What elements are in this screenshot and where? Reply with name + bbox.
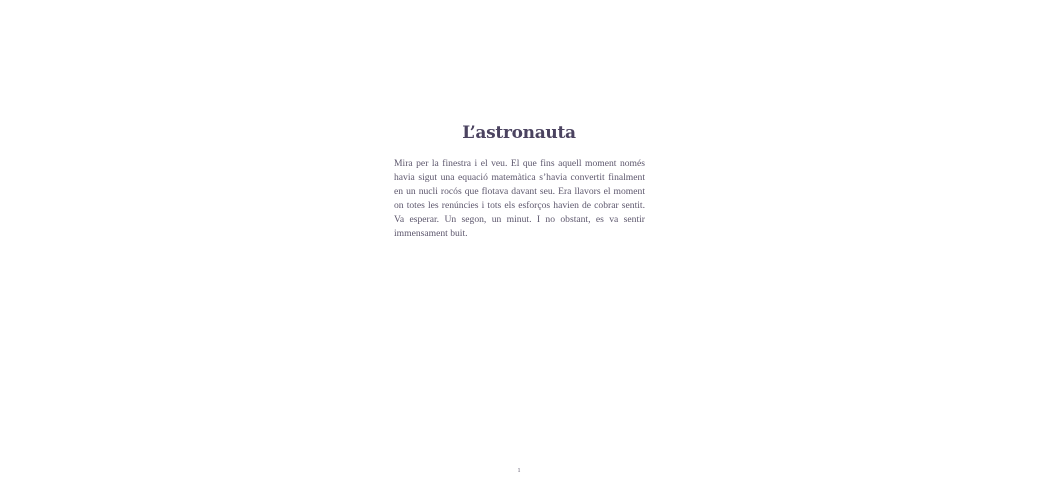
paragraph-line: Va esperar. Un segon, un minut. I no obstant, es va sentir	[394, 214, 645, 225]
paragraph-line: immensament buit.	[394, 228, 468, 239]
paragraph-line: Mira per la finestra i el veu. El que fins aquell moment només	[394, 158, 645, 169]
paragraph-line: on totes les renúncies i tots els esforços havien de cobrar sentit.	[394, 200, 645, 211]
body-paragraph	[394, 157, 645, 241]
paragraph-line: havia sigut una equació matemàtica s’havia convertit finalment	[394, 172, 645, 183]
paragraph-line: en un nucli rocós que flotava davant seu. Era llavors el moment	[394, 186, 645, 197]
page-title: L’astronauta	[462, 123, 576, 143]
page-number: 1	[517, 468, 521, 474]
